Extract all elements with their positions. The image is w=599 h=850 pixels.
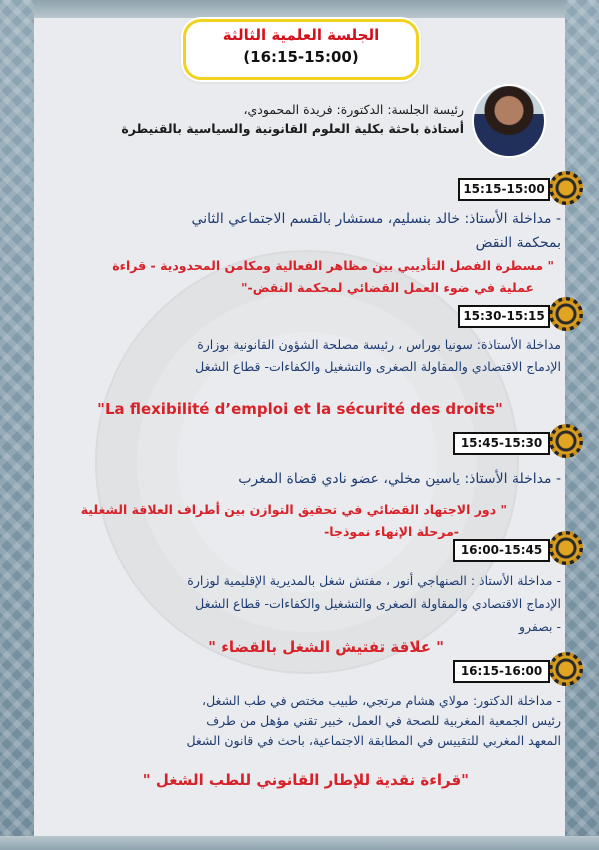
slot-3-topic-line2: -مرحلة الإنهاء نموذجا- bbox=[324, 524, 459, 539]
slot-5-speaker-line2: رئيس الجمعية المغربية للصحة في العمل، خبير تقني مؤهل من طرف bbox=[206, 713, 561, 728]
slot-4-ornament-icon bbox=[549, 531, 583, 565]
slot-5-time: 16:15-16:00 bbox=[453, 660, 550, 683]
left-ornamental-border bbox=[0, 0, 34, 850]
slot-5-speaker-line1: - مداخلة الدكتور: مولاي هشام مرتجي، طبيب مختص في طب الشغل، bbox=[202, 693, 561, 708]
slot-3-time: 15:45-15:30 bbox=[453, 432, 550, 455]
session-time: (16:15-15:00) bbox=[243, 48, 359, 66]
top-border bbox=[0, 0, 599, 18]
chair-info bbox=[44, 100, 464, 138]
slot-3-speaker-line1: - مداخلة الأستاذ: ياسين مخلي، عضو نادي قضاة المغرب bbox=[238, 471, 561, 487]
slot-3-topic-line1: " دور الاجتهاد القضائي في تحقيق التوازن بين أطراف العلاقة الشغلية bbox=[80, 502, 507, 517]
slot-5-speaker-line3: المعهد المغربي للتقييس في المطابقة الاجتماعية، باحث في قانون الشغل bbox=[186, 733, 561, 748]
slot-2-speaker-line1: مداخلة الأستاذة: سونيا بوراس ، رئيسة مصلحة الشؤون القانونية بوزارة bbox=[197, 337, 561, 352]
slot-1-speaker-line1: - مداخلة الأستاذ: خالد بنسليم، مستشار بالقسم الاجتماعي الثاني bbox=[191, 211, 561, 227]
slot-2-time: 15:30-15:15 bbox=[458, 305, 550, 328]
slot-1-time: 15:15-15:00 bbox=[458, 178, 550, 201]
slot-3-ornament-icon bbox=[549, 424, 583, 458]
slot-1-topic-line2: عملية في ضوء العمل القضائي لمحكمة النقض-" bbox=[241, 280, 534, 295]
slot-2-speaker-line2: الإدماج الاقتصادي والمقاولة الصغرى والتشغيل والكفاءات- قطاع الشغل bbox=[195, 359, 561, 374]
slot-1-topic-line1: " مسطرة الفصل التأديبي بين مظاهر الفعالية ومكامن المحدودية - قراءة bbox=[112, 258, 554, 273]
slot-1-speaker-line2: بمحكمة النقض bbox=[475, 235, 561, 251]
session-title-box bbox=[183, 19, 419, 80]
slot-2-topic: "La flexibilité d’emploi et la sécurité des droits" bbox=[97, 400, 503, 418]
chair-photo bbox=[472, 84, 546, 158]
slot-5-ornament-icon bbox=[549, 652, 583, 686]
slot-4-speaker-line2: الإدماج الاقتصادي والمقاولة الصغرى والتشغيل والكفاءات- قطاع الشغل bbox=[195, 596, 561, 611]
slot-4-speaker-line3: - بصفرو bbox=[518, 619, 561, 634]
slot-1-ornament-icon bbox=[549, 171, 583, 205]
slot-4-speaker-line1: - مداخلة الأستاذ : الصنهاجي أنور ، مفتش شغل بالمديرية الإقليمية لوزارة bbox=[187, 573, 561, 588]
chair-line2: أستاذة باحثة بكلية العلوم القانونية والسياسية بالقنيطرة bbox=[121, 121, 464, 136]
bottom-border bbox=[0, 836, 599, 850]
session-title: الجلسة العلمية الثالثة bbox=[222, 26, 380, 44]
chair-line1: رئيسة الجلسة: الدكتورة: فريدة المحمودي، bbox=[243, 102, 464, 117]
slot-2-ornament-icon bbox=[549, 297, 583, 331]
slot-4-topic: " علاقة تفتيش الشغل بالقضاء " bbox=[208, 638, 444, 656]
slot-5-topic: "قراءة نقدية للإطار القانوني للطب الشغل " bbox=[142, 771, 469, 789]
slot-4-time: 16:00-15:45 bbox=[453, 539, 550, 562]
